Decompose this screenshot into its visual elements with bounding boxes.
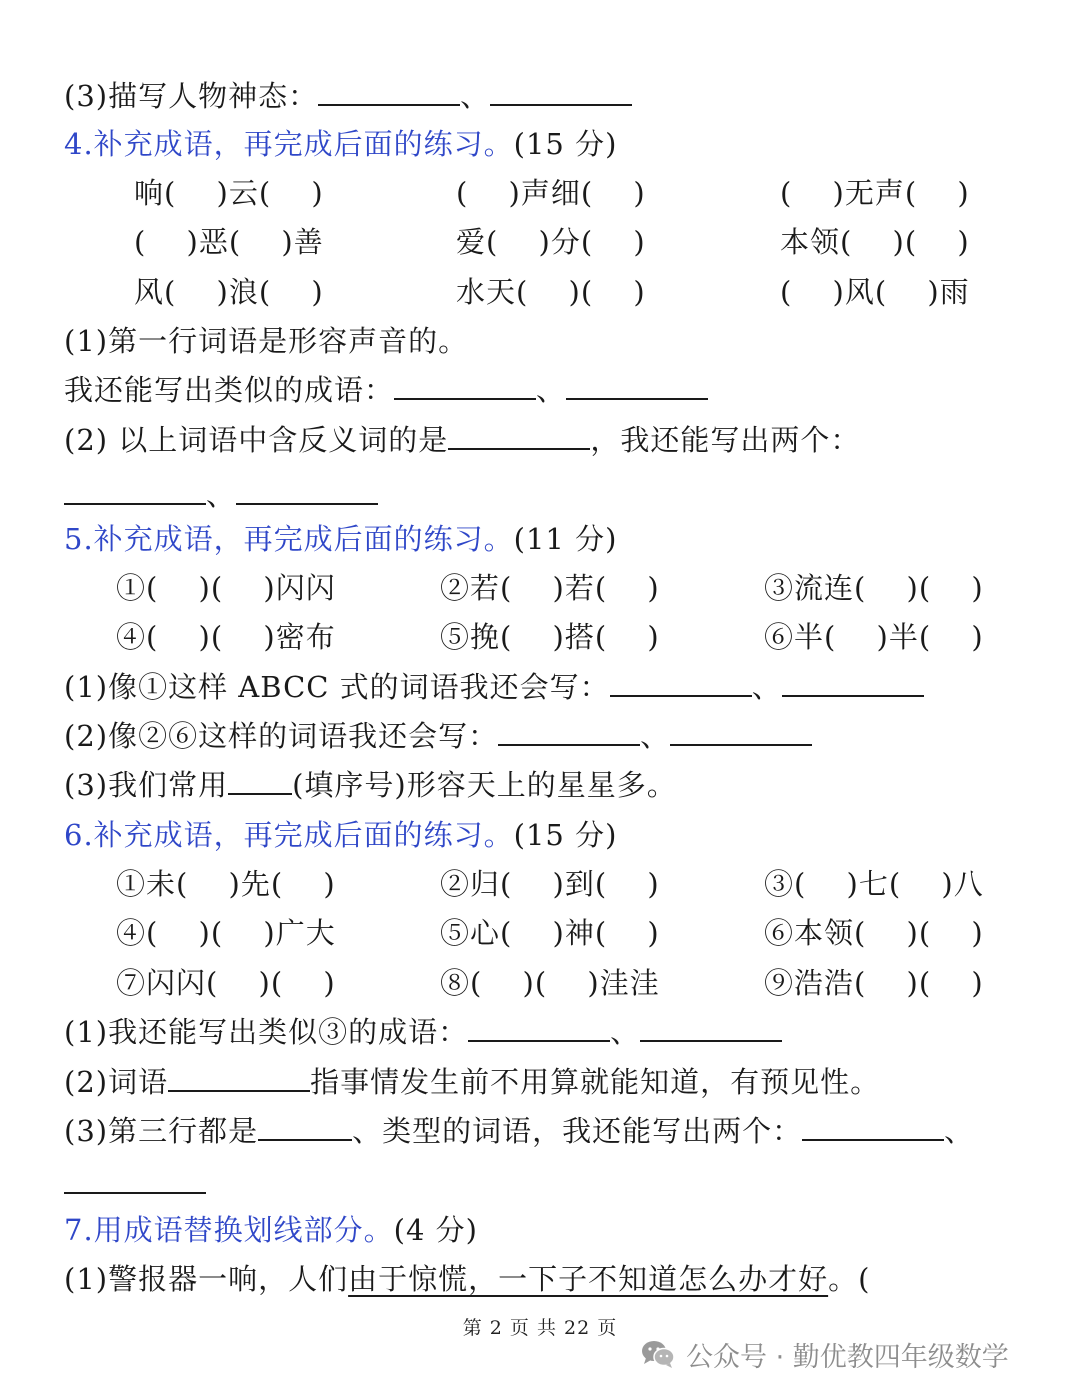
separator: 、 bbox=[536, 373, 567, 407]
q4-sub1b bbox=[64, 370, 708, 410]
q6-sub1-text: (1)我还能写出类似③的成语： bbox=[64, 1015, 469, 1049]
q4-title bbox=[64, 124, 617, 164]
idiom-cell: ⑥半( )半( ) bbox=[764, 620, 984, 654]
idiom-cell: 风( )浪( ) bbox=[134, 275, 324, 309]
q4-score: (15 分) bbox=[513, 127, 618, 161]
idiom-cell: ( )恶( )善 bbox=[134, 225, 324, 259]
idiom-cell: ⑤挽( )搭( ) bbox=[440, 620, 660, 654]
separator: 、 bbox=[610, 1015, 641, 1049]
q7-sub1 bbox=[64, 1259, 870, 1299]
answer-blank[interactable] bbox=[782, 667, 924, 697]
answer-blank[interactable] bbox=[670, 716, 812, 746]
q4-sub2-text-b: ，我还能写出两个： bbox=[590, 423, 861, 457]
idiom-cell: ⑤心( )神( ) bbox=[440, 916, 660, 950]
separator: 、 bbox=[944, 1114, 975, 1148]
answer-blank[interactable] bbox=[64, 475, 206, 505]
idiom-cell: 响( )云( ) bbox=[134, 176, 324, 210]
idiom-cell: ( )声细( ) bbox=[456, 176, 646, 210]
q4-sub2-blanks bbox=[64, 475, 378, 515]
q6-sub2 bbox=[64, 1062, 880, 1102]
underlined-phrase: 由于惊慌，一下子不知道怎么办才好 bbox=[348, 1262, 829, 1296]
idiom-cell: ⑥本领( )( ) bbox=[764, 916, 984, 950]
answer-blank[interactable] bbox=[640, 1012, 782, 1042]
answer-blank[interactable] bbox=[258, 1111, 352, 1141]
q6-sub3-text: (3)第三行都是 bbox=[64, 1114, 259, 1148]
q5-sub2-text: (2)像②⑥这样的词语我还会写： bbox=[64, 719, 499, 753]
idiom-cell: ①未( )先( ) bbox=[116, 867, 336, 901]
q4-sub2 bbox=[64, 420, 860, 460]
q6-sub3-text-b: 、类型的词语，我还能写出两个： bbox=[352, 1114, 803, 1148]
answer-blank[interactable] bbox=[64, 1164, 206, 1194]
q4-title-text: 4.补充成语，再完成后面的练习。 bbox=[64, 127, 514, 161]
q5-sub2 bbox=[64, 716, 812, 756]
q7-score: (4 分) bbox=[393, 1213, 478, 1247]
answer-blank[interactable] bbox=[610, 667, 752, 697]
q5-sub1-text: (1)像①这样 ABCC 式的词语我还会写： bbox=[64, 670, 610, 704]
q5-sub1 bbox=[64, 667, 924, 707]
idiom-cell: ④( )( )密布 bbox=[116, 620, 336, 654]
q5-sub3-text-b: (填序号)形容天上的星星多。 bbox=[292, 768, 677, 802]
q5-title-text: 5.补充成语，再完成后面的练习。 bbox=[64, 522, 514, 556]
q3-item3-label: (3)描写人物神态： bbox=[64, 79, 319, 113]
q3-item3 bbox=[64, 76, 632, 116]
q5-sub3-text: (3)我们常用 bbox=[64, 768, 229, 802]
watermark-text: 公众号 · 勤优教四年级数学 bbox=[686, 1341, 1009, 1373]
idiom-cell: ①( )( )闪闪 bbox=[116, 571, 336, 605]
q6-sub3-blank bbox=[64, 1164, 206, 1204]
idiom-cell: ⑦闪闪( )( ) bbox=[116, 966, 336, 1000]
idiom-cell: ( )风( )雨 bbox=[780, 275, 970, 309]
idiom-cell: ( )无声( ) bbox=[780, 176, 970, 210]
q5-score: (11 分) bbox=[513, 522, 618, 556]
idiom-cell: ②若( )若( ) bbox=[440, 571, 660, 605]
q7-sub1-text: (1)警报器一响，人们 bbox=[64, 1262, 349, 1296]
q6-sub3 bbox=[64, 1111, 974, 1151]
answer-blank[interactable] bbox=[228, 765, 292, 795]
separator: 、 bbox=[640, 719, 671, 753]
q4-sub1b-text: 我还能写出类似的成语： bbox=[64, 373, 395, 407]
q6-title-text: 6.补充成语，再完成后面的练习。 bbox=[64, 818, 514, 852]
separator: 、 bbox=[206, 478, 237, 512]
answer-blank[interactable] bbox=[236, 475, 378, 505]
idiom-cell: ⑧( )( )洼洼 bbox=[440, 966, 660, 1000]
separator: 、 bbox=[751, 670, 782, 704]
q6-sub1 bbox=[64, 1012, 782, 1052]
watermark bbox=[640, 1333, 1009, 1375]
idiom-cell: 本领( )( ) bbox=[780, 225, 970, 259]
q4-sub2-text: (2) 以上词语中含反义词的是 bbox=[64, 423, 449, 457]
idiom-cell: 水天( )( ) bbox=[456, 275, 646, 309]
q7-title bbox=[64, 1210, 478, 1250]
q7-title-text: 7.用成语替换划线部分。 bbox=[64, 1213, 394, 1247]
separator: 、 bbox=[460, 79, 491, 113]
answer-blank[interactable] bbox=[168, 1062, 310, 1092]
q5-title bbox=[64, 519, 617, 559]
answer-blank[interactable] bbox=[468, 1012, 610, 1042]
wechat-icon bbox=[640, 1338, 676, 1370]
answer-blank[interactable] bbox=[566, 370, 708, 400]
page-number: 第 2 页 共 22 页 bbox=[462, 1317, 618, 1339]
q6-score: (15 分) bbox=[513, 818, 618, 852]
answer-blank[interactable] bbox=[318, 76, 460, 106]
idiom-cell: ②归( )到( ) bbox=[440, 867, 660, 901]
idiom-cell: ④( )( )广大 bbox=[116, 916, 336, 950]
q5-sub3 bbox=[64, 765, 677, 805]
q6-title bbox=[64, 815, 617, 855]
q6-sub2-text: (2)词语 bbox=[64, 1065, 169, 1099]
answer-blank[interactable] bbox=[802, 1111, 944, 1141]
idiom-cell: 爱( )分( ) bbox=[456, 225, 646, 259]
answer-blank[interactable] bbox=[490, 76, 632, 106]
idiom-cell: ③流连( )( ) bbox=[764, 571, 984, 605]
q7-sub1-text-b: 。( bbox=[828, 1262, 871, 1296]
idiom-cell: ③( )七( )八 bbox=[764, 867, 984, 901]
q4-sub1: (1)第一行词语是形容声音的。 bbox=[64, 324, 469, 358]
answer-blank[interactable] bbox=[448, 420, 590, 450]
answer-blank[interactable] bbox=[394, 370, 536, 400]
q6-sub2-text-b: 指事情发生前不用算就能知道，有预见性。 bbox=[310, 1065, 881, 1099]
answer-blank[interactable] bbox=[498, 716, 640, 746]
idiom-cell: ⑨浩浩( )( ) bbox=[764, 966, 984, 1000]
